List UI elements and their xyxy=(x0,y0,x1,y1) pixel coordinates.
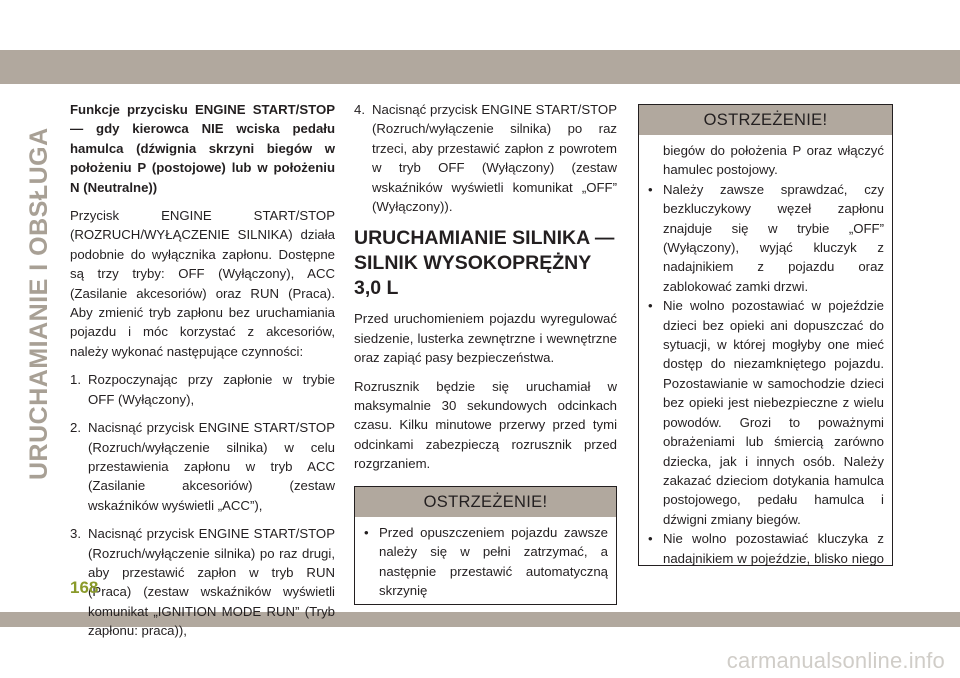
intro-paragraph: Przycisk ENGINE START/STOP (ROZRUCH/WYŁĄCZENIE SILNIKA) działa podobnie do wyłącznika zapłonu. Dostępne są trzy tryby: OFF (Wyłączony), ACC (Zasilanie akcesoriów) oraz RUN (Praca). Aby zmienić tryb zapłonu bez uruchamiania pojazdu i móc korzystać z akcesoriów, należy wykonać następujące czynności: xyxy=(70,208,335,359)
steps-list-continued xyxy=(354,100,617,216)
header-band xyxy=(0,50,960,84)
section-title-line: URUCHAMIANIE SILNIKA — xyxy=(354,227,615,250)
body-paragraph: Przed uruchomieniem pojazdu wyregulować siedzenie, lusterka zewnętrzne i wewnętrzne oraz zapiąć pasy bezpieczeństwa. xyxy=(354,311,617,366)
section-title-line: SILNIK WYSOKOPRĘŻNY xyxy=(354,252,592,275)
step-item xyxy=(70,524,335,640)
warning-continuation: biegów do położenia P oraz włączyć hamulec postojowy. xyxy=(663,143,884,178)
subsection-heading: Funkcje przycisku ENGINE START/STOP — gdy kierowca NIE wciska pedału hamulca (dźwignia skrzyni biegów w położeniu P (postojowe) lub w położeniu N (Neutralne)) xyxy=(70,102,335,195)
warning-body xyxy=(355,517,616,605)
page-number: 168 xyxy=(70,578,99,597)
step-number: 2. xyxy=(70,420,81,436)
warning-bullet: • Nie wolno pozostawiać kluczyka z nadajnikiem w pojeździe, blisko niego xyxy=(648,531,884,566)
side-section-title: URUCHAMIANIE I OBSŁUGA xyxy=(25,127,53,480)
step-number: 3. xyxy=(70,526,81,542)
warning-bullet: • Przed opuszczeniem pojazdu zawsze należy się w pełni zatrzymać, a następnie przestawić automatyczną skrzynię xyxy=(364,524,608,598)
body-paragraph: Rozrusznik będzie się uruchamiał w maksymalnie 30 sekundowych odcinkach czasu. Kilku minutowe przerwy przed tymi odcinkami zabezpieczą rozrusznik przed rozgrzaniem. xyxy=(354,378,617,472)
warning-box xyxy=(354,486,617,606)
section-title xyxy=(354,226,617,301)
bullet-dot-icon: • xyxy=(648,181,653,197)
warning-bullet: • Nie wolno pozostawiać w pojeździe dzieci bez opieki ani dopuszczać do sytuacji, w której mogłyby one mieć dostęp do niezamkniętego pojazdu. Pozostawianie w samochodzie dzieci bez opieki jest niebezpieczne z wielu powodów. Grozi to poważnymi obrażeniami lub śmiercią zarówno dziecka, jak i innych osób. Należy zakazać dzieciom dotykania hamulca postojowego, pedału hamulca i dźwigni zmiany biegów. xyxy=(648,298,884,527)
bullet-dot-icon: • xyxy=(648,298,653,314)
column-left xyxy=(70,100,335,650)
step-item xyxy=(354,100,617,216)
warning-box xyxy=(638,104,893,566)
step-item xyxy=(70,370,335,409)
steps-list xyxy=(70,370,335,640)
step-text: Nacisnąć przycisk ENGINE START/STOP (Rozruch/wyłączenie silnika) w celu przestawienia zapłonu w tryb ACC (Zasilanie akcesoriów) (zestaw wskaźników wyświetli „ACC”), xyxy=(88,420,335,513)
warning-bullet: • Należy zawsze sprawdzać, czy bezkluczykowy węzeł zapłonu znajduje się w trybie „OFF” (Wyłączony), wyjąć kluczyk z nadajnikiem z pojazdu oraz zablokować zamki drzwi. xyxy=(648,181,884,294)
warning-title: OSTRZEŻENIE! xyxy=(639,105,892,135)
warning-bullets xyxy=(363,523,608,601)
step-text: Nacisnąć przycisk ENGINE START/STOP (Rozruch/wyłączenie silnika) po raz drugi, aby przestawić zapłon w tryb RUN (Praca) (zestaw wskaźników wyświetli komunikat „IGNITION MODE RUN” (Tryb zapłonu: praca)), xyxy=(88,526,335,639)
section-title-line: 3,0 L xyxy=(354,277,399,300)
watermark: carmanualsonline.info xyxy=(726,648,945,673)
warning-bullets xyxy=(647,141,884,566)
warning-title: OSTRZEŻENIE! xyxy=(355,487,616,517)
step-number: 1. xyxy=(70,372,81,388)
bullet-dot-icon: • xyxy=(648,531,653,547)
column-right xyxy=(638,104,893,566)
step-item xyxy=(70,418,335,515)
step-text: Nacisnąć przycisk ENGINE START/STOP (Rozruch/wyłączenie silnika) po raz trzeci, aby przestawić zapłon z powrotem w tryb OFF (Wyłączony) (zestaw wskaźników wyświetli komunikat „OFF” (Wyłączony)). xyxy=(372,102,617,215)
column-middle xyxy=(354,100,617,605)
bullet-dot-icon: • xyxy=(364,524,369,540)
step-number: 4. xyxy=(354,102,365,117)
step-text: Rozpoczynając przy zapłonie w trybie OFF (Wyłączony), xyxy=(88,372,335,407)
warning-body xyxy=(639,135,892,566)
